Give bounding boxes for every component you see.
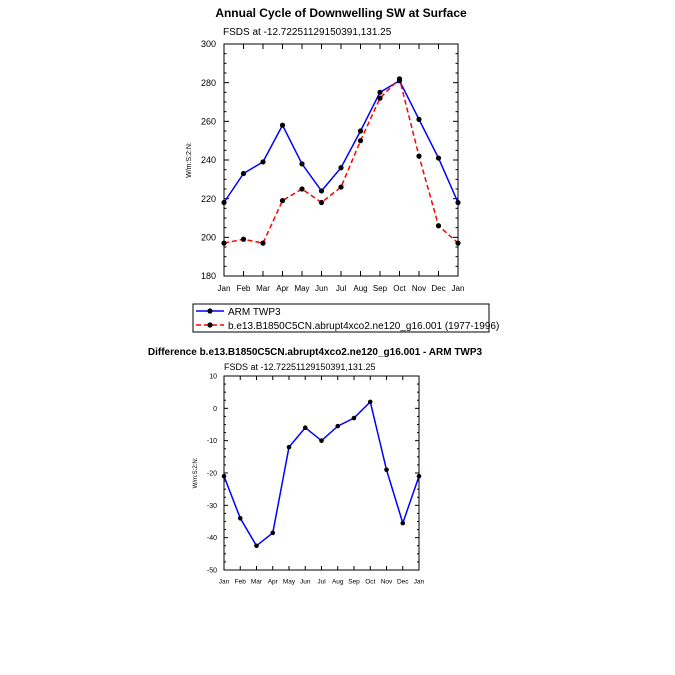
data-point — [221, 241, 226, 246]
x-tick-label: Aug — [353, 284, 368, 293]
x-tick-label: Jan — [451, 284, 465, 293]
data-point — [335, 424, 340, 429]
y-tick-label: 260 — [200, 116, 216, 127]
data-point — [377, 96, 382, 101]
data-point — [436, 155, 441, 160]
data-point — [222, 474, 227, 479]
chart-marks — [207, 373, 425, 585]
y-tick-label: 200 — [200, 232, 216, 243]
y-tick-label: -50 — [206, 567, 217, 575]
chart-title: Annual Cycle of Downwelling SW at Surface — [215, 6, 467, 20]
y-axis-label: W/m:S:2:N: — [186, 142, 193, 178]
data-point — [319, 200, 324, 205]
plot-frame — [224, 44, 458, 276]
x-tick-label: Jan — [217, 284, 231, 293]
chart-subtitle: FSDS at -12.72251129150391,131.25 — [224, 362, 376, 372]
series-line-0 — [224, 402, 419, 546]
chart-subtitle: FSDS at -12.72251129150391,131.25 — [223, 27, 392, 38]
x-tick-label: Sep — [372, 284, 388, 293]
data-point — [280, 123, 285, 128]
data-point — [260, 241, 265, 246]
data-point — [303, 425, 308, 430]
data-point — [280, 198, 285, 203]
data-point — [221, 200, 226, 205]
data-point — [455, 241, 460, 246]
legend-label-arm: ARM TWP3 — [228, 307, 281, 318]
y-axis-label: W/m:S:2:N: — [193, 457, 199, 489]
data-point — [241, 171, 246, 176]
data-point — [238, 516, 243, 521]
data-point — [400, 521, 405, 526]
x-tick-label: Jul — [317, 578, 326, 586]
legend-marker-model — [207, 322, 212, 327]
x-tick-label: Nov — [411, 284, 427, 293]
data-point — [352, 416, 357, 421]
data-point — [358, 138, 363, 143]
series-line-1 — [224, 79, 458, 243]
x-tick-label: Mar — [250, 578, 263, 586]
legend — [193, 304, 499, 332]
data-point — [338, 165, 343, 170]
data-point — [254, 543, 259, 548]
x-tick-label: Dec — [396, 578, 409, 586]
x-tick-label: Mar — [256, 284, 270, 293]
y-tick-label: 280 — [200, 77, 216, 88]
y-tick-label: 0 — [213, 405, 217, 413]
x-tick-label: Feb — [234, 578, 246, 586]
x-tick-label: Nov — [380, 578, 393, 586]
data-point — [338, 184, 343, 189]
data-point — [287, 445, 292, 450]
data-point — [417, 474, 422, 479]
y-tick-label: 180 — [200, 271, 216, 282]
chart-annual-cycle — [186, 6, 467, 293]
x-tick-label: Dec — [431, 284, 446, 293]
y-tick-label: 240 — [200, 155, 216, 166]
y-tick-label: -30 — [206, 502, 217, 510]
y-tick-label: 10 — [209, 373, 217, 381]
legend-label-model: b.e13.B1850C5CN.abrupt4xco2.ne120_g16.001 (1977-1996) — [228, 321, 500, 332]
x-tick-label: Sep — [348, 578, 360, 586]
y-tick-label: -40 — [206, 535, 217, 543]
x-tick-label: Oct — [393, 284, 406, 293]
data-point — [319, 438, 324, 443]
x-tick-label: Aug — [331, 578, 344, 586]
data-point — [299, 186, 304, 191]
x-tick-label: Jun — [315, 284, 328, 293]
series-line-0 — [224, 81, 458, 203]
x-tick-label: Apr — [267, 578, 278, 586]
data-point — [377, 90, 382, 95]
x-tick-label: Jun — [300, 578, 311, 586]
data-point — [319, 188, 324, 193]
data-point — [299, 161, 304, 166]
y-tick-label: 300 — [200, 39, 216, 50]
chart-marks — [201, 39, 464, 293]
x-tick-label: Oct — [365, 578, 376, 586]
y-tick-label: -10 — [206, 438, 217, 446]
data-point — [270, 531, 275, 536]
y-tick-label: 220 — [200, 193, 216, 204]
legend-marker-arm — [207, 308, 212, 313]
chart-title: Difference b.e13.B1850C5CN.abrupt4xco2.ne120_g16.001 - ARM TWP3 — [147, 347, 483, 358]
data-point — [358, 128, 363, 133]
data-point — [416, 154, 421, 159]
data-point — [416, 117, 421, 122]
data-point — [260, 159, 265, 164]
data-point — [241, 237, 246, 242]
y-tick-label: -20 — [206, 470, 217, 478]
x-tick-label: Feb — [236, 284, 251, 293]
data-point — [368, 400, 373, 405]
data-point — [455, 200, 460, 205]
x-tick-label: Apr — [276, 284, 289, 293]
data-point — [384, 467, 389, 472]
x-tick-label: May — [294, 284, 310, 293]
data-point — [397, 76, 402, 81]
x-tick-label: Jan — [218, 578, 230, 586]
x-tick-label: Jan — [413, 578, 425, 586]
data-point — [436, 223, 441, 228]
x-tick-label: Jul — [335, 284, 347, 293]
x-tick-label: May — [282, 578, 296, 586]
chart-difference — [148, 347, 483, 586]
